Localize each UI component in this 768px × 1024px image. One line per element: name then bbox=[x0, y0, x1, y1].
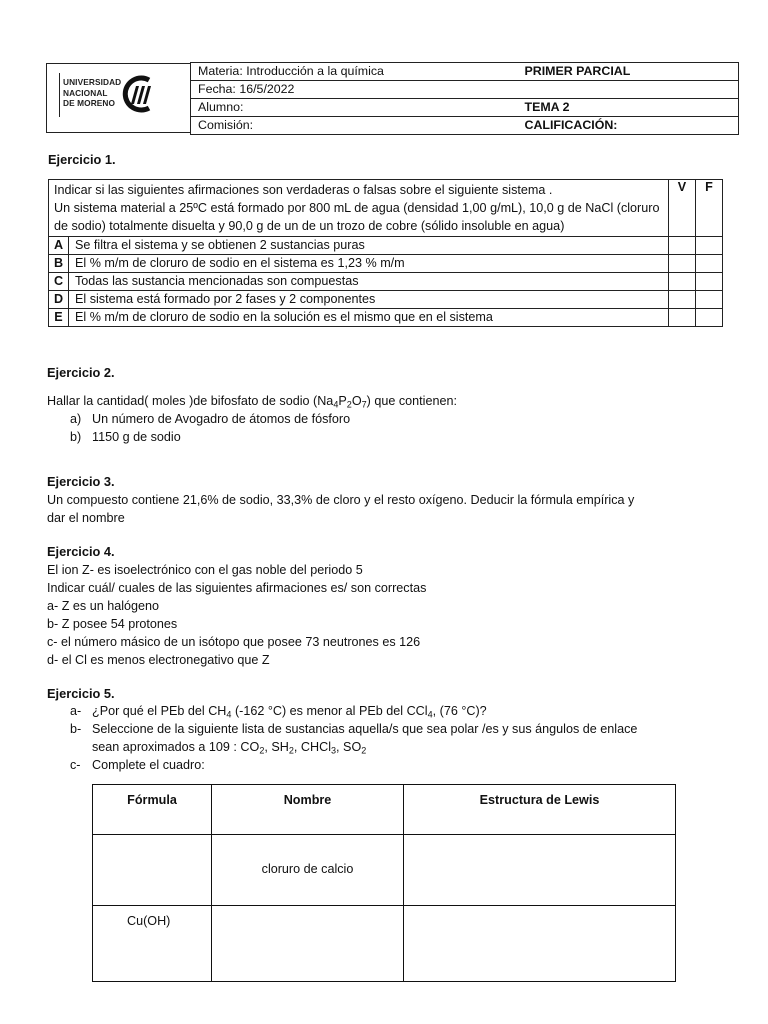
false-answer-cell[interactable] bbox=[696, 309, 723, 327]
exercise-1-intro bbox=[49, 180, 669, 237]
statement-row bbox=[49, 237, 723, 255]
lewis-cell[interactable] bbox=[404, 835, 676, 906]
exercise-2-stem-start: Hallar la cantidad( moles )de bifosfato de sodio (Na bbox=[47, 394, 334, 408]
exercise-5-item-b bbox=[70, 722, 637, 738]
column-header-formula: Fórmula bbox=[93, 785, 212, 835]
exercise-4-line: Indicar cuál/ cuales de las siguientes afirmaciones es/ son correctas bbox=[47, 581, 427, 595]
false-answer-cell[interactable] bbox=[696, 255, 723, 273]
exercise-5-a-part: , (76 °C)? bbox=[432, 704, 487, 718]
formula-part: O bbox=[351, 394, 362, 408]
logo-line-3: DE MORENO bbox=[63, 98, 116, 108]
list-item bbox=[70, 412, 350, 428]
exercise-5-b-part: sean aproximados a 109 : CO bbox=[92, 740, 260, 754]
formula-part: P bbox=[338, 394, 347, 408]
logo-line-1: UNIVERSIDAD bbox=[63, 77, 122, 87]
exercise-5-b-line-1: Seleccione de la siguiente lista de sustancias aquella/s que sea polar /es y sus ángulos de enlace bbox=[92, 722, 638, 736]
exercise-1-system-description: Un sistema material a 25ºC está formado por 800 mL de agua (densidad 1,00 g/mL), 10,0 g de NaCl (cloruro de sodio) totalmente disuelta y 90,0 g de un de un trozo de cobre (sólido insoluble en agua) bbox=[54, 201, 660, 233]
formula-subscript: 7 bbox=[361, 399, 367, 410]
formula-subscript: 4 bbox=[226, 709, 232, 720]
logo-line-2: NACIONAL bbox=[63, 87, 108, 98]
exercise-4-line: d- el Cl es menos electronegativo que Z bbox=[47, 653, 270, 667]
statement-row bbox=[49, 273, 723, 291]
list-item-key: b) bbox=[70, 430, 82, 444]
statement-key: C bbox=[49, 273, 69, 291]
exercise-4-line: b- Z posee 54 protones bbox=[47, 617, 178, 631]
statement-text: Se filtra el sistema y se obtienen 2 sustancias puras bbox=[69, 237, 669, 255]
exercise-5-b-part: , SH bbox=[264, 740, 289, 754]
header-row bbox=[191, 81, 739, 99]
list-item bbox=[70, 430, 181, 446]
formula-cell: Cu(OH) bbox=[93, 906, 212, 982]
true-answer-cell[interactable] bbox=[669, 309, 696, 327]
statement-row bbox=[49, 309, 723, 327]
header-row bbox=[191, 63, 739, 81]
formula-subscript: 2 bbox=[288, 745, 294, 756]
list-item-key: a) bbox=[70, 412, 82, 426]
formula-subscript: 2 bbox=[361, 745, 367, 756]
false-answer-cell[interactable] bbox=[696, 291, 723, 309]
exercise-5-item-c bbox=[70, 758, 205, 774]
logo-divider bbox=[59, 73, 60, 117]
header-student: Alumno: bbox=[191, 99, 525, 117]
exercise-4-line: c- el número másico de un isótopo que posee 73 neutrones es 126 bbox=[47, 635, 421, 649]
header-subject: Materia: Introducción a la química bbox=[191, 63, 525, 81]
statement-text: El % m/m de cloruro de sodio en el sistema es 1,23 % m/m bbox=[69, 255, 669, 273]
name-cell: cloruro de calcio bbox=[212, 835, 404, 906]
true-answer-cell[interactable] bbox=[669, 291, 696, 309]
true-answer-cell[interactable] bbox=[669, 273, 696, 291]
list-item-text: 1150 g de sodio bbox=[92, 430, 181, 444]
false-answer-cell[interactable] bbox=[696, 273, 723, 291]
exercise-1-table bbox=[48, 179, 723, 327]
exercise-5-b-part: , SO bbox=[336, 740, 362, 754]
exercise-2-stem-end: ) que contienen: bbox=[366, 394, 457, 408]
name-cell[interactable] bbox=[212, 906, 404, 982]
statement-text: Todas las sustancia mencionadas son compuestas bbox=[69, 273, 669, 291]
formula-subscript: 3 bbox=[331, 745, 337, 756]
header-date: Fecha: 16/5/2022 bbox=[191, 81, 525, 99]
list-item-text: Un número de Avogadro de átomos de fósforo bbox=[92, 412, 351, 426]
exercise-5-item-a bbox=[70, 704, 487, 720]
header-exam-type: PRIMER PARCIAL bbox=[525, 63, 739, 81]
statement-text: El sistema está formado por 2 fases y 2 componentes bbox=[69, 291, 669, 309]
header-commission: Comisión: bbox=[191, 117, 525, 135]
exercise-5-table bbox=[92, 784, 676, 982]
exercise-5-a-part: ¿Por qué el PEb del CH bbox=[92, 704, 227, 718]
column-header-name: Nombre bbox=[212, 785, 404, 835]
exercise-3-line-1: Un compuesto contiene 21,6% de sodio, 33,3% de cloro y el resto oxígeno. Deducir la fórmula empírica y bbox=[47, 493, 635, 507]
exercise-5-b-part: , CHCl bbox=[293, 740, 331, 754]
logo-text bbox=[63, 77, 121, 109]
statement-key: E bbox=[49, 309, 69, 327]
statement-key: D bbox=[49, 291, 69, 309]
exercise-3-title: Ejercicio 3. bbox=[47, 474, 115, 489]
exercise-2-title: Ejercicio 2. bbox=[47, 365, 115, 380]
statement-row bbox=[49, 291, 723, 309]
true-answer-cell[interactable] bbox=[669, 237, 696, 255]
list-item-key: a- bbox=[70, 704, 82, 718]
header-row bbox=[191, 117, 739, 135]
column-header-lewis: Estructura de Lewis bbox=[404, 785, 676, 835]
statement-text: El % m/m de cloruro de sodio en la solución es el mismo que en el sistema bbox=[69, 309, 669, 327]
header-row bbox=[191, 99, 739, 117]
exercise-5-item-b-line-2 bbox=[92, 740, 366, 756]
formula-cell[interactable] bbox=[93, 835, 212, 906]
formula-subscript: 4 bbox=[427, 709, 433, 720]
formula-subscript: 4 bbox=[333, 399, 339, 410]
exercise-4-line: a- Z es un halógeno bbox=[47, 599, 160, 613]
table-header-row bbox=[93, 785, 676, 835]
exercise-1-instruction: Indicar si las siguientes afirmaciones son verdaderas o falsas sobre el siguiente sistema . bbox=[54, 183, 553, 197]
header-grade: CALIFICACIÓN: bbox=[525, 117, 739, 135]
table-row bbox=[93, 835, 676, 906]
exercise-4-line: El ion Z- es isoelectrónico con el gas noble del periodo 5 bbox=[47, 563, 363, 577]
false-answer-cell[interactable] bbox=[696, 237, 723, 255]
list-item-key: c- bbox=[70, 758, 81, 772]
lewis-cell[interactable] bbox=[404, 906, 676, 982]
university-logo bbox=[46, 63, 190, 133]
header-empty bbox=[525, 81, 739, 99]
header-table bbox=[190, 62, 739, 135]
exercise-5-c-text: Complete el cuadro: bbox=[92, 758, 205, 772]
exercise-4-title: Ejercicio 4. bbox=[47, 544, 115, 559]
statement-row bbox=[49, 255, 723, 273]
list-item-key: b- bbox=[70, 722, 82, 736]
exercise-1-title: Ejercicio 1. bbox=[48, 152, 116, 167]
statement-key: B bbox=[49, 255, 69, 273]
statement-key: A bbox=[49, 237, 69, 255]
true-answer-cell[interactable] bbox=[669, 255, 696, 273]
exercise-1-intro-row bbox=[49, 180, 723, 237]
formula-subscript: 2 bbox=[346, 399, 352, 410]
false-column-header: F bbox=[696, 180, 723, 237]
true-column-header: V bbox=[669, 180, 696, 237]
formula-subscript: 2 bbox=[259, 745, 265, 756]
exercise-5-title: Ejercicio 5. bbox=[47, 686, 115, 701]
university-emblem-icon bbox=[119, 74, 155, 114]
exercise-5-a-part: (-162 °C) es menor al PEb del CCl bbox=[231, 704, 428, 718]
exercise-2-stem bbox=[47, 394, 457, 410]
exercise-3-line-2: dar el nombre bbox=[47, 511, 125, 525]
table-row bbox=[93, 906, 676, 982]
header-tema: TEMA 2 bbox=[525, 99, 739, 117]
